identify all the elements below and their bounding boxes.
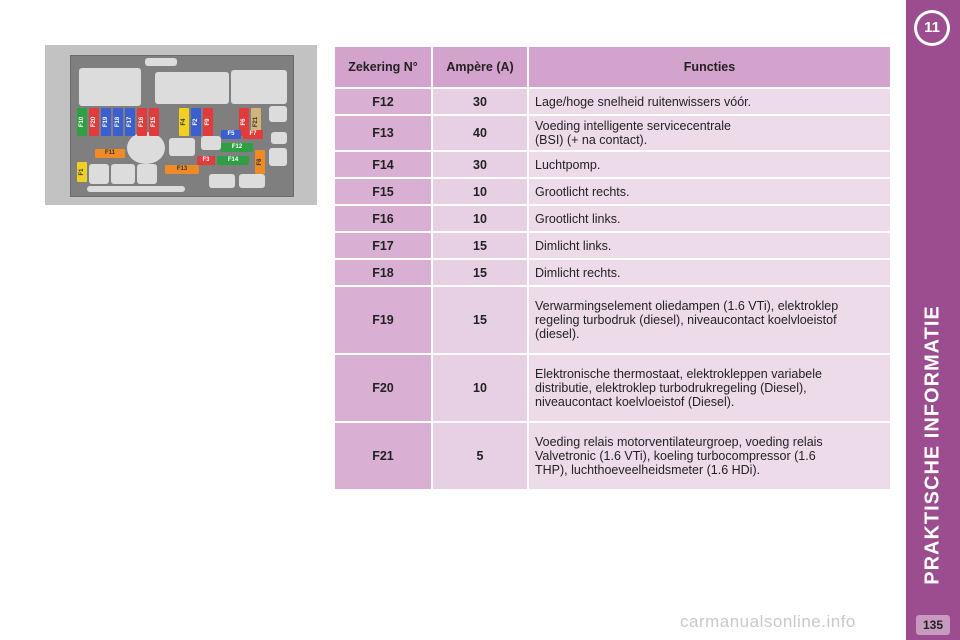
fuse-function: Dimlicht links. (529, 233, 890, 258)
fuse-function: Elektronische thermostaat, elektrokleppen variabele distributie, elektroklep turbodrukregeling (Diesel), niveaucontact koelvloeistof (Diesel). (529, 355, 890, 421)
table-header-row (335, 47, 890, 87)
fuse-f11: F11 (95, 149, 125, 158)
fuse-function: Grootlicht rechts. (529, 179, 890, 204)
fuse-f16: F16 (137, 108, 147, 136)
relay-block (111, 164, 135, 184)
relay-block (201, 136, 221, 150)
table-row (335, 260, 890, 285)
fuse-amperage: 40 (433, 116, 527, 150)
page-number: 135 (916, 615, 950, 635)
fuse-f5: F5 (221, 130, 241, 139)
fuse-f20: F20 (89, 108, 99, 136)
watermark: carmanualsonline.info (680, 612, 856, 631)
fuse-f2: F2 (191, 108, 201, 136)
fuse-f17: F17 (125, 108, 135, 136)
fuse-number: F19 (335, 287, 431, 353)
relay-block (79, 68, 141, 106)
fuse-function: Lage/hoge snelheid ruitenwissers vóór. (529, 89, 890, 114)
chapter-title: PRAKTISCHE INFORMATIE (921, 305, 944, 585)
fuse-function: Dimlicht rechts. (529, 260, 890, 285)
fuse-number: F15 (335, 179, 431, 204)
relay-block (231, 70, 287, 104)
fuse-function: Verwarmingselement oliedampen (1.6 VTi), elektroklep regeling turbodruk (diesel), niveaucontact koelvloeistof (diesel). (529, 287, 890, 353)
fuse-number: F21 (335, 423, 431, 489)
fuse-f6: F6 (239, 108, 249, 136)
table-row (335, 287, 890, 353)
fuse-table (333, 45, 892, 491)
chapter-badge (914, 10, 950, 46)
fuse-amperage: 5 (433, 423, 527, 489)
header-functions: Functies (529, 47, 890, 87)
relay-block (127, 132, 165, 164)
fuse-f10: F10 (77, 108, 87, 136)
relay-block (209, 174, 235, 188)
table-row (335, 355, 890, 421)
relay-block (137, 164, 157, 184)
fuse-function: Voeding relais motorventilateurgroep, voeding relais Valvetronic (1.6 VTi), koeling turbocompressor (1.6 THP), luchthoeveelheidsmeter (1.6 HDi). (529, 423, 890, 489)
fuse-number: F18 (335, 260, 431, 285)
fuse-f21: F21 (251, 108, 261, 136)
fuse-f9: F9 (203, 108, 213, 136)
fuse-amperage: 30 (433, 89, 527, 114)
fuse-number: F12 (335, 89, 431, 114)
fuse-amperage: 15 (433, 233, 527, 258)
fuse-number: F17 (335, 233, 431, 258)
relay-block (169, 138, 195, 156)
table-row (335, 116, 890, 150)
fuse-f1: F1 (77, 162, 87, 182)
table-row (335, 206, 890, 231)
fuse-f18: F18 (113, 108, 123, 136)
fuse-number: F14 (335, 152, 431, 177)
fuse-f8: F8 (255, 150, 265, 174)
table-row (335, 89, 890, 114)
relay-block (269, 106, 287, 122)
header-amperage: Ampère (A) (433, 47, 527, 87)
relay-block (155, 72, 229, 104)
fuse-amperage: 15 (433, 260, 527, 285)
fuse-number: F16 (335, 206, 431, 231)
table-row (335, 179, 890, 204)
fuse-f14: F14 (217, 156, 249, 165)
fuse-amperage: 15 (433, 287, 527, 353)
fuse-number: F13 (335, 116, 431, 150)
fuse-amperage: 10 (433, 206, 527, 231)
fuse-f4: F4 (179, 108, 189, 136)
relay-block (87, 186, 185, 192)
table-row (335, 152, 890, 177)
fuse-board (70, 55, 294, 197)
relay-block (239, 174, 265, 188)
relay-block (269, 148, 287, 166)
fuse-f15: F15 (149, 108, 159, 136)
relay-block (271, 132, 287, 144)
table-row (335, 423, 890, 489)
relay-block (89, 164, 109, 184)
fuse-function: Luchtpomp. (529, 152, 890, 177)
fuse-box-diagram (45, 45, 317, 205)
fuse-f7: F7 (243, 130, 263, 139)
fuse-amperage: 10 (433, 179, 527, 204)
fuse-amperage: 10 (433, 355, 527, 421)
fuse-f19: F19 (101, 108, 111, 136)
table-row (335, 233, 890, 258)
fuse-amperage: 30 (433, 152, 527, 177)
chapter-number: 11 (917, 13, 947, 43)
fuse-f13: F13 (165, 165, 199, 174)
relay-block (145, 58, 177, 66)
fuse-function: Grootlicht links. (529, 206, 890, 231)
fuse-f12: F12 (221, 143, 253, 152)
fuse-function: Voeding intelligente servicecentrale (BSI) (+ na contact). (529, 116, 890, 150)
fuse-number: F20 (335, 355, 431, 421)
fuse-f3: F3 (197, 156, 215, 165)
header-fuse-number: Zekering N° (335, 47, 431, 87)
